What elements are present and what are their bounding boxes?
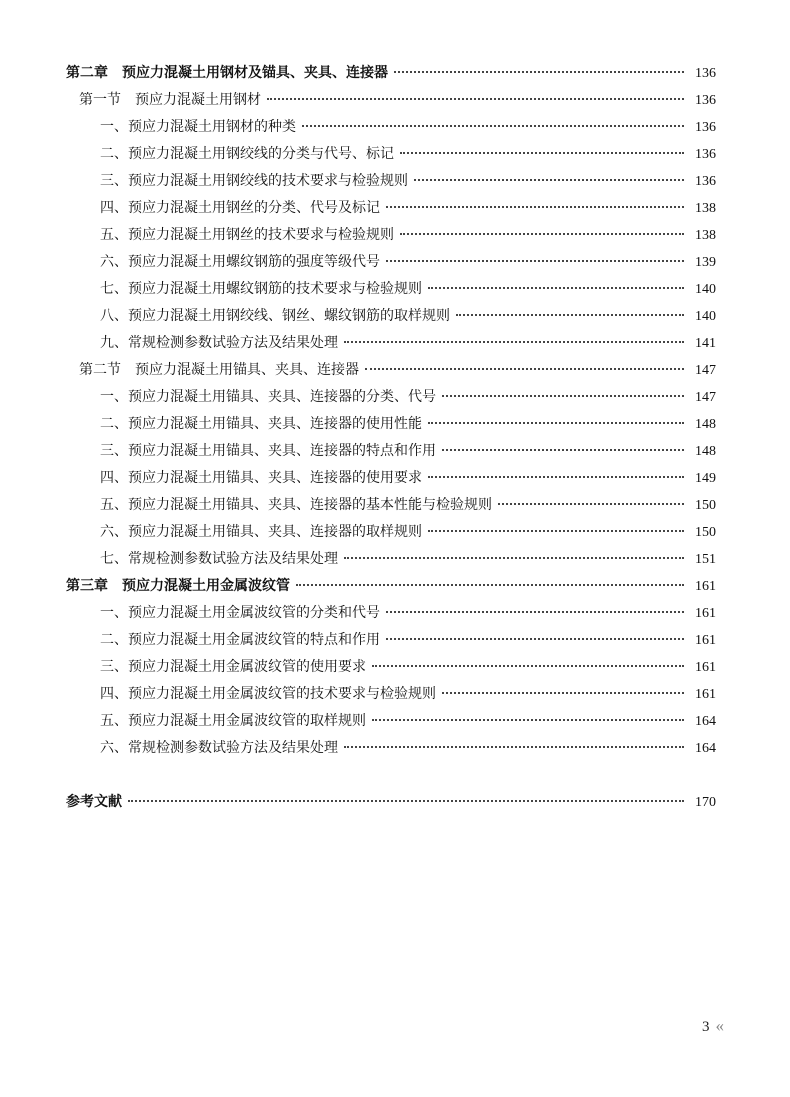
toc-item-entry[interactable]: [66, 519, 716, 546]
toc-entry-title: 九、常规检测参数试验方法及结果处理: [100, 335, 338, 351]
dot-leader: [372, 665, 684, 667]
toc-entry-title: 第三章 预应力混凝土用金属波纹管: [66, 578, 290, 594]
toc-item-entry[interactable]: [66, 195, 716, 222]
toc-entry-page-number: 150: [695, 525, 716, 540]
dot-leader: [386, 611, 684, 613]
toc-entry-title: 七、预应力混凝土用螺纹钢筋的技术要求与检验规则: [100, 281, 422, 297]
toc-entry-title: 参考文献: [66, 794, 122, 810]
toc-entry-page-number: 136: [695, 93, 716, 108]
toc-entry-page-number: 164: [695, 714, 716, 729]
table-of-contents: [66, 60, 716, 816]
page-marker-icon: «: [715, 1016, 724, 1035]
toc-entry-title: 五、预应力混凝土用锚具、夹具、连接器的基本性能与检验规则: [100, 497, 492, 513]
dot-leader: [442, 449, 684, 451]
toc-chapter-entry[interactable]: [66, 573, 716, 600]
toc-entry-title: 第二节 预应力混凝土用锚具、夹具、连接器: [79, 362, 359, 378]
toc-item-entry[interactable]: [66, 330, 716, 357]
toc-entry-page-number: 161: [695, 633, 716, 648]
dot-leader: [498, 503, 684, 505]
dot-leader: [386, 638, 684, 640]
dot-leader: [372, 719, 684, 721]
dot-leader: [344, 341, 684, 343]
toc-entry-title: 七、常规检测参数试验方法及结果处理: [100, 551, 338, 567]
toc-entry-page-number: 140: [695, 282, 716, 297]
dot-leader: [456, 314, 684, 316]
toc-item-entry[interactable]: [66, 168, 716, 195]
toc-entry-title: 第二章 预应力混凝土用钢材及锚具、夹具、连接器: [66, 65, 388, 81]
toc-item-entry[interactable]: [66, 411, 716, 438]
toc-entry-page-number: 150: [695, 498, 716, 513]
dot-leader: [386, 260, 684, 262]
toc-item-entry[interactable]: [66, 303, 716, 330]
page-number: 3: [702, 1019, 710, 1035]
page-footer: [702, 1016, 724, 1036]
toc-item-entry[interactable]: [66, 681, 716, 708]
toc-entry-page-number: 136: [695, 147, 716, 162]
toc-entry-title: 一、预应力混凝土用钢材的种类: [100, 119, 296, 135]
toc-entry-title: 第一节 预应力混凝土用钢材: [79, 92, 261, 108]
toc-item-entry[interactable]: [66, 276, 716, 303]
dot-leader: [442, 692, 684, 694]
toc-entry-page-number: 164: [695, 741, 716, 756]
toc-item-entry[interactable]: [66, 600, 716, 627]
toc-item-entry[interactable]: [66, 465, 716, 492]
toc-entry-page-number: 138: [695, 228, 716, 243]
toc-item-entry[interactable]: [66, 114, 716, 141]
toc-entry-title: 四、预应力混凝土用金属波纹管的技术要求与检验规则: [100, 686, 436, 702]
dot-leader: [386, 206, 684, 208]
dot-leader: [428, 422, 684, 424]
toc-entry-page-number: 138: [695, 201, 716, 216]
dot-leader: [442, 395, 684, 397]
toc-entry-page-number: 136: [695, 120, 716, 135]
toc-entry-page-number: 147: [695, 390, 716, 405]
dot-leader: [428, 530, 684, 532]
toc-entry-page-number: 141: [695, 336, 716, 351]
dot-leader: [394, 71, 684, 73]
toc-entry-page-number: 140: [695, 309, 716, 324]
dot-leader: [428, 476, 684, 478]
toc-entry-title: 三、预应力混凝土用钢绞线的技术要求与检验规则: [100, 173, 408, 189]
toc-entry-page-number: 161: [695, 579, 716, 594]
toc-entry-title: 四、预应力混凝土用钢丝的分类、代号及标记: [100, 200, 380, 216]
dot-leader: [400, 233, 684, 235]
toc-item-entry[interactable]: [66, 384, 716, 411]
dot-leader: [400, 152, 684, 154]
toc-entry-page-number: 139: [695, 255, 716, 270]
toc-entry-page-number: 170: [695, 795, 716, 810]
toc-item-entry[interactable]: [66, 735, 716, 762]
toc-entry-page-number: 148: [695, 417, 716, 432]
toc-entry-title: 五、预应力混凝土用金属波纹管的取样规则: [100, 713, 366, 729]
toc-entry-page-number: 147: [695, 363, 716, 378]
toc-item-entry[interactable]: [66, 708, 716, 735]
toc-entry-title: 八、预应力混凝土用钢绞线、钢丝、螺纹钢筋的取样规则: [100, 308, 450, 324]
toc-entry-page-number: 161: [695, 687, 716, 702]
toc-entry-title: 三、预应力混凝土用金属波纹管的使用要求: [100, 659, 366, 675]
toc-item-entry[interactable]: [66, 249, 716, 276]
dot-leader: [128, 800, 684, 802]
toc-entry-title: 二、预应力混凝土用钢绞线的分类与代号、标记: [100, 146, 394, 162]
toc-chapter-entry[interactable]: [66, 789, 716, 816]
toc-entry-page-number: 149: [695, 471, 716, 486]
toc-section-entry[interactable]: [66, 87, 716, 114]
toc-entry-title: 五、预应力混凝土用钢丝的技术要求与检验规则: [100, 227, 394, 243]
toc-item-entry[interactable]: [66, 492, 716, 519]
dot-leader: [428, 287, 684, 289]
toc-item-entry[interactable]: [66, 222, 716, 249]
toc-item-entry[interactable]: [66, 546, 716, 573]
toc-entry-page-number: 136: [695, 66, 716, 81]
dot-leader: [344, 746, 684, 748]
toc-entry-page-number: 161: [695, 606, 716, 621]
toc-entry-title: 四、预应力混凝土用锚具、夹具、连接器的使用要求: [100, 470, 422, 486]
toc-item-entry[interactable]: [66, 141, 716, 168]
toc-entry-title: 六、常规检测参数试验方法及结果处理: [100, 740, 338, 756]
toc-entry-title: 二、预应力混凝土用锚具、夹具、连接器的使用性能: [100, 416, 422, 432]
dot-leader: [414, 179, 684, 181]
dot-leader: [296, 584, 684, 586]
dot-leader: [267, 98, 684, 100]
toc-entry-page-number: 148: [695, 444, 716, 459]
toc-entry-title: 六、预应力混凝土用螺纹钢筋的强度等级代号: [100, 254, 380, 270]
toc-section-entry[interactable]: [66, 357, 716, 384]
toc-item-entry[interactable]: [66, 438, 716, 465]
toc-entry-title: 六、预应力混凝土用锚具、夹具、连接器的取样规则: [100, 524, 422, 540]
toc-entry-title: 一、预应力混凝土用金属波纹管的分类和代号: [100, 605, 380, 621]
toc-item-entry[interactable]: [66, 654, 716, 681]
toc-entry-title: 一、预应力混凝土用锚具、夹具、连接器的分类、代号: [100, 389, 436, 405]
toc-entry-title: 二、预应力混凝土用金属波纹管的特点和作用: [100, 632, 380, 648]
dot-leader: [302, 125, 684, 127]
toc-entry-page-number: 161: [695, 660, 716, 675]
toc-chapter-entry[interactable]: [66, 60, 716, 87]
dot-leader: [344, 557, 684, 559]
dot-leader: [365, 368, 684, 370]
toc-entry-title: 三、预应力混凝土用锚具、夹具、连接器的特点和作用: [100, 443, 436, 459]
toc-entry-page-number: 151: [695, 552, 716, 567]
toc-entry-page-number: 136: [695, 174, 716, 189]
toc-item-entry[interactable]: [66, 627, 716, 654]
